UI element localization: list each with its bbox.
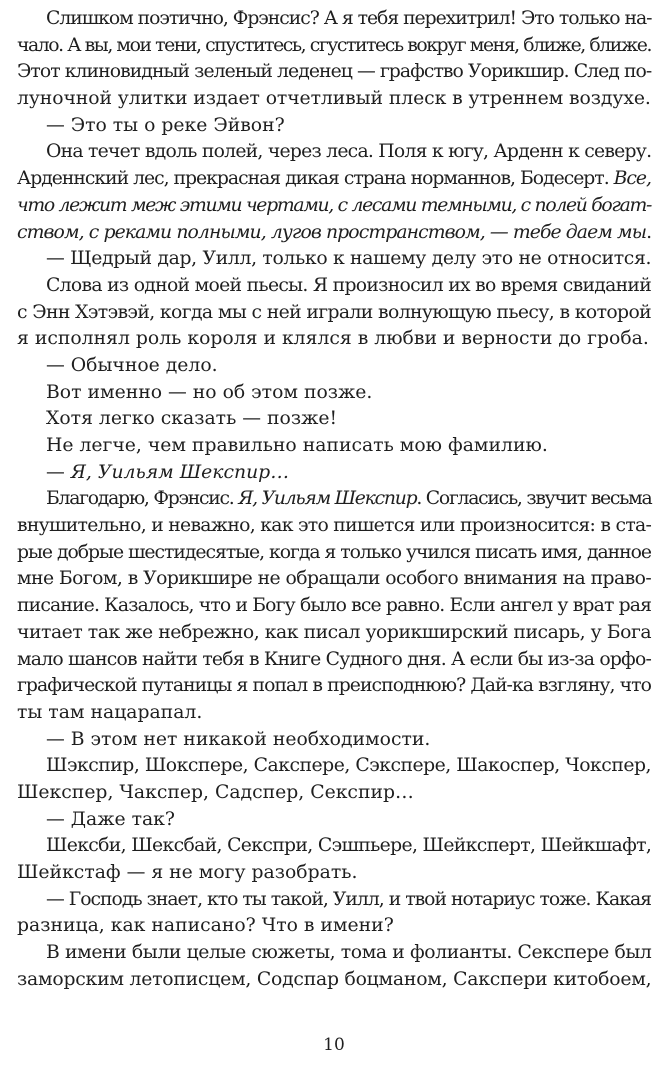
text-run: Хотя легко сказать — позже! — [46, 408, 338, 430]
text-line — [17, 6, 651, 33]
italic-text-run: Все, — [613, 168, 651, 190]
text-line — [17, 326, 651, 353]
text-line — [17, 139, 651, 166]
text-line — [17, 486, 651, 513]
italic-text-run: Я, Уильям Шекспир… — [70, 461, 289, 483]
text-line — [17, 673, 651, 700]
text-line — [17, 620, 651, 647]
text-run: — Господь знает, кто ты такой, Уилл, и твой нотариус тоже. Какая — [46, 888, 651, 910]
text-line — [17, 807, 651, 834]
text-line — [17, 380, 651, 407]
text-run: — Это ты о реке Эйвон? — [46, 114, 285, 136]
text-line — [17, 193, 651, 220]
text-line — [17, 433, 651, 460]
book-page-text — [17, 6, 651, 993]
text-line — [17, 246, 651, 273]
text-run: я исполнял роль короля и клялся в любви и верности до гроба. — [17, 328, 649, 350]
text-run: Шэкспир, Шокспере, Сакспере, Сэкспере, Шакоспер, Чокспер, — [46, 755, 651, 777]
text-line — [17, 513, 651, 540]
text-run: ты там нацарапал. — [17, 701, 203, 723]
text-run: графической путаницы я попал в преисподнюю? Дай-ка взгляну, что — [17, 675, 651, 697]
text-run: Благодарю, Фрэнсис. — [46, 488, 239, 510]
text-line — [17, 727, 651, 754]
text-line — [17, 700, 651, 727]
text-line — [17, 566, 651, 593]
text-run: Не легче, чем правильно написать мою фамилию. — [46, 435, 548, 456]
text-run: . Согласись, звучит весьма — [416, 488, 652, 510]
text-run: Вот именно — но об этом позже. — [46, 381, 373, 403]
text-run: мне Богом, в Уорикшире не обращали особого внимания на право- — [17, 568, 652, 590]
text-run: Она течет вдоль полей, через леса. Поля к югу, Арденн к северу. — [46, 141, 652, 163]
text-run: Этот клиновидный зеленый леденец — графство Уорикшир. След по- — [17, 61, 652, 83]
text-line — [17, 860, 651, 887]
text-line — [17, 967, 651, 994]
text-run: — Даже так? — [46, 808, 175, 830]
text-line — [17, 166, 651, 193]
text-line — [17, 940, 651, 967]
text-run: рые добрые шестидесятые, когда я только учился писать имя, данное — [17, 541, 651, 563]
text-line — [17, 353, 651, 380]
text-line — [17, 593, 651, 620]
page-number: 10 — [323, 1035, 345, 1055]
text-run: внушительно, и неважно, как это пишется или произносится: в ста- — [17, 515, 652, 537]
text-line — [17, 753, 651, 780]
text-line — [17, 113, 651, 140]
text-run: мало шансов найти тебя в Книге Судного дня. А если бы из-за орфо- — [17, 648, 651, 670]
text-line — [17, 33, 651, 60]
text-run: Шексби, Шексбай, Секспри, Сэшпьере, Шейксперт, Шейкшафт, — [46, 835, 652, 857]
text-run: Слова из одной моей пьесы. Я произносил их во время свиданий — [46, 274, 651, 296]
text-run: чало. А вы, мои тени, спуститесь, сгуститесь вокруг меня, ближе, ближе. — [17, 34, 651, 56]
text-run: В имени были целые сюжеты, тома и фолианты. Секспере был — [46, 942, 652, 964]
text-line — [17, 86, 651, 113]
text-run: Арденнский лес, прекрасная дикая страна норманнов, Бодесерт. — [17, 168, 614, 190]
text-run: — В этом нет никакой необходимости. — [46, 728, 431, 750]
text-line — [17, 406, 651, 433]
text-line — [17, 460, 651, 487]
text-run: — — [46, 461, 71, 483]
italic-text-run: ством, с реками полными, лугов пространством, — тебе даем мы — [17, 221, 647, 243]
italic-text-run: что лежит меж этими чертами, с лесами темными, с полей богат- — [17, 194, 651, 216]
text-line — [17, 220, 651, 247]
text-run: Шейкстаф — я не могу разобрать. — [17, 862, 358, 883]
text-run: заморским летописцем, Содспар боцманом, Сакспери китобоем, — [17, 968, 652, 990]
text-line — [17, 887, 651, 914]
text-run: Слишком поэтично, Фрэнсис? А я тебя перехитрил! Это только на- — [46, 8, 652, 29]
text-line — [17, 300, 651, 327]
text-line — [17, 540, 651, 567]
text-run: луночной улитки издает отчетливый плеск в утреннем воздухе. — [17, 88, 651, 110]
text-run: Шекспер, Чакспер, Садспер, Секспир… — [17, 781, 414, 803]
text-line — [17, 833, 651, 860]
text-line — [17, 647, 651, 674]
text-run: с Энн Хэтэвэй, когда мы с ней играли волнующую пьесу, в которой — [17, 301, 652, 323]
text-line — [17, 273, 651, 300]
text-line — [17, 913, 651, 940]
text-line — [17, 59, 651, 86]
text-run: — Щедрый дар, Уилл, только к нашему делу это не относится. — [46, 248, 652, 270]
text-run: — Обычное дело. — [46, 354, 218, 376]
text-line — [17, 780, 651, 807]
italic-text-run: Я, Уильям Шекспир — [238, 488, 417, 510]
text-run: читает так же небрежно, как писал уорикширский писарь, у Бога — [17, 621, 652, 643]
text-run: . — [646, 221, 652, 243]
text-run: разница, как написано? Что в имени? — [17, 915, 394, 937]
text-run: писание. Казалось, что и Богу было все равно. Если ангел у врат рая — [17, 595, 652, 617]
